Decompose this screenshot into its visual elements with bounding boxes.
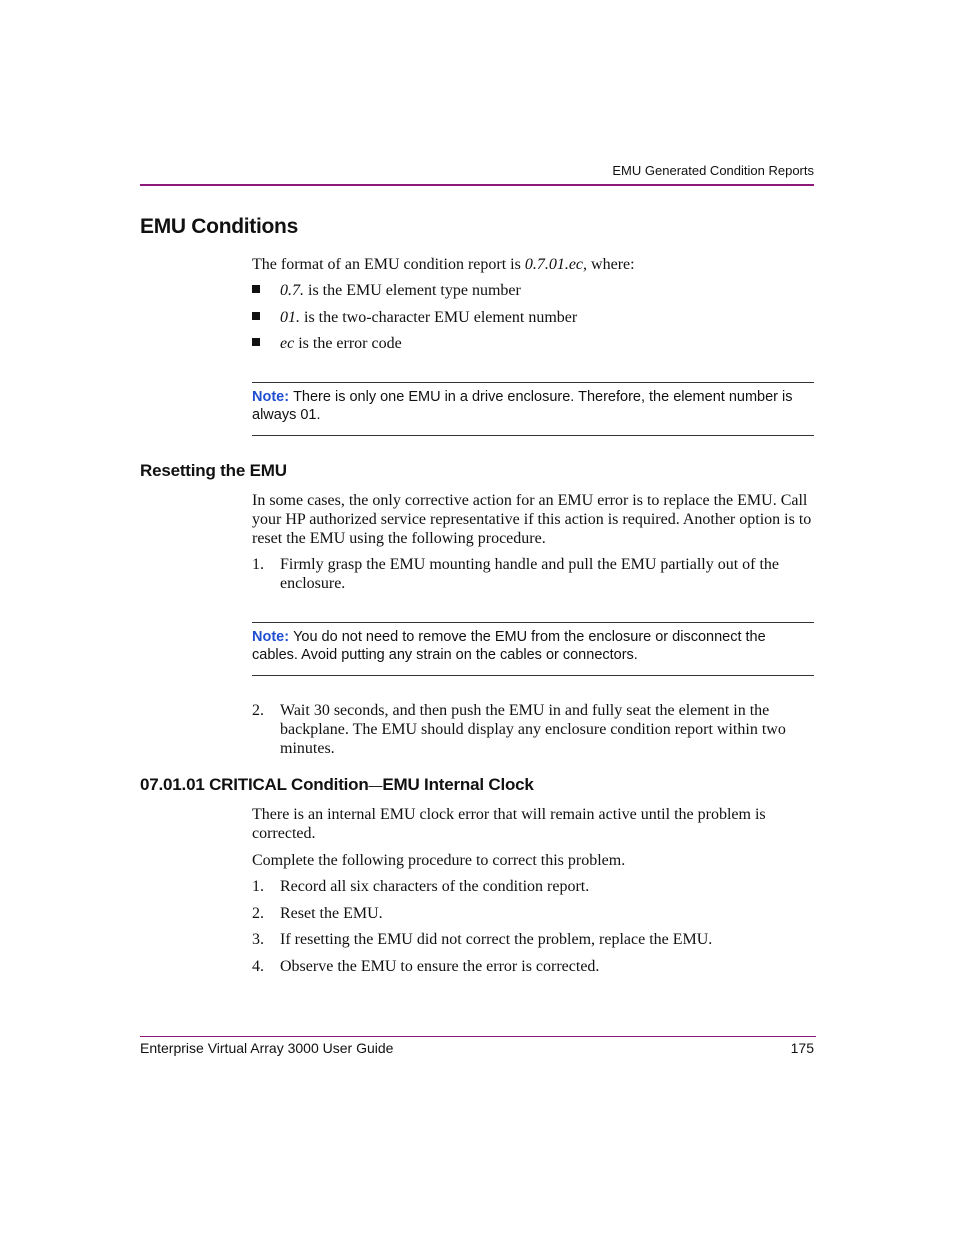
step-number: 1. — [252, 878, 264, 895]
step-text: Firmly grasp the EMU mounting handle and pull the EMU partially out of the enclosure. — [280, 556, 780, 592]
step-number: 3. — [252, 931, 264, 948]
critical-paragraph: Complete the following procedure to correct this problem. — [252, 852, 626, 869]
subsection-title — [140, 775, 534, 795]
step-text: Reset the EMU. — [280, 905, 383, 922]
step-text: Record all six characters of the condition report. — [280, 878, 590, 895]
note-label: Note: — [252, 389, 290, 405]
step-text: If resetting the EMU did not correct the problem, replace the EMU. — [280, 931, 713, 948]
intro-code: 0.7.01.ec — [524, 256, 584, 273]
bullet-square-icon — [252, 285, 260, 293]
running-head: EMU Generated Condition Reports — [612, 163, 814, 178]
bullet-square-icon — [252, 312, 260, 320]
step-item — [252, 877, 814, 897]
resetting-paragraph: In some cases, the only corrective action for an EMU error is to replace the EMU. Call your HP authorized service representative if this action is required. Another option is to reset the EMU using the following procedure. — [252, 492, 812, 547]
bullet-text — [280, 334, 402, 353]
subsection-title: Resetting the EMU — [140, 461, 287, 480]
note-text: You do not need to remove the EMU from the enclosure or disconnect the cables. Avoid putting any strain on the cables or connectors. — [252, 629, 766, 663]
step-number: 1. — [252, 556, 264, 573]
step-item — [252, 930, 814, 950]
intro-prefix: The format of an EMU condition report is — [252, 256, 525, 273]
page-number: 175 — [790, 1040, 814, 1056]
bullet-code: 0.7. — [280, 282, 304, 299]
step-number: 4. — [252, 958, 264, 975]
footer-rule — [140, 1036, 816, 1037]
step-number: 2. — [252, 905, 264, 922]
step-item — [252, 555, 814, 595]
step-item — [252, 701, 814, 761]
note-box — [252, 382, 814, 436]
intro-paragraph — [252, 255, 814, 274]
title-part1: 07.01.01 CRITICAL Condition — [140, 775, 369, 794]
bullet-desc: is the EMU element type number — [304, 282, 521, 299]
note-label: Note: — [252, 629, 290, 645]
step-text: Wait 30 seconds, and then push the EMU in and fully seat the element in the backplane. The EMU should display any enclosure condition report within two minutes. — [280, 702, 786, 757]
bullet-text — [280, 308, 577, 327]
note-text: There is only one EMU in a drive enclosure. Therefore, the element number is always 01. — [252, 389, 793, 423]
intro-suffix: , where: — [583, 256, 635, 273]
title-part2: EMU Internal Clock — [382, 775, 534, 794]
bullet-square-icon — [252, 338, 260, 346]
title-dash: — — [368, 777, 383, 793]
note-box — [252, 622, 814, 676]
bullet-code: 01. — [280, 309, 300, 326]
bullet-code: ec — [280, 335, 295, 352]
note-content — [252, 623, 814, 664]
step-text: Observe the EMU to ensure the error is corrected. — [280, 958, 600, 975]
critical-paragraph: There is an internal EMU clock error that will remain active until the problem is corrected. — [252, 806, 766, 842]
section-title: EMU Conditions — [140, 215, 298, 238]
step-item — [252, 904, 814, 924]
bullet-desc: is the error code — [294, 335, 402, 352]
note-content — [252, 383, 814, 424]
step-number: 2. — [252, 702, 264, 719]
bullet-desc: is the two-character EMU element number — [300, 309, 578, 326]
footer-title: Enterprise Virtual Array 3000 User Guide — [140, 1040, 394, 1056]
step-item — [252, 957, 814, 977]
header-rule — [140, 184, 814, 186]
bullet-text — [280, 281, 521, 300]
